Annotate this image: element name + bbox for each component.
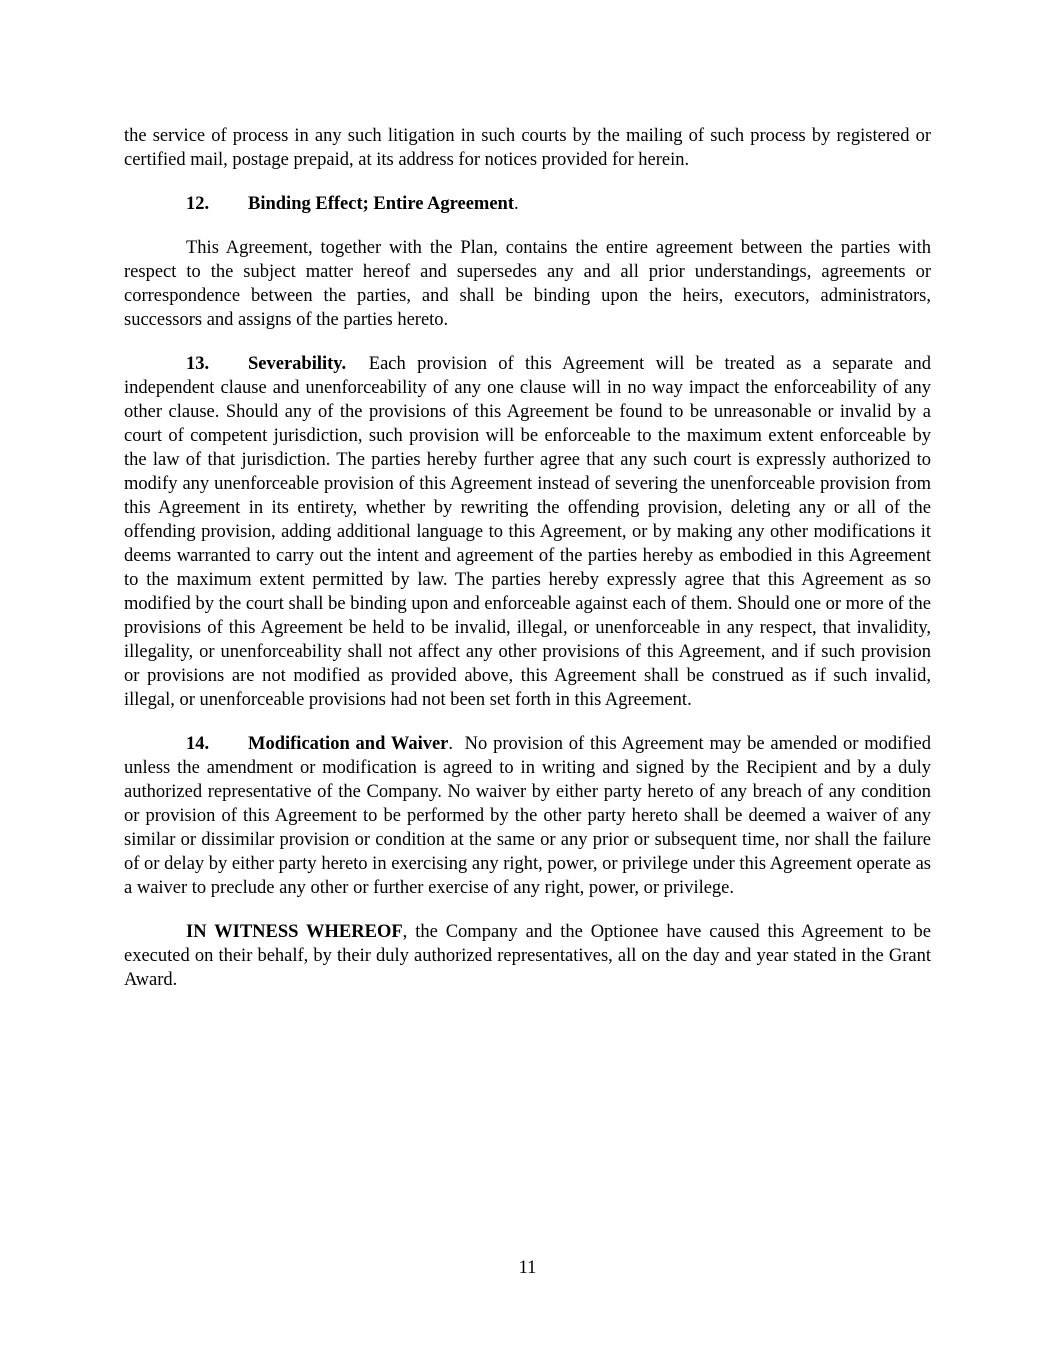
section-14-title: Modification and Waiver bbox=[248, 734, 449, 754]
section-12-number: 12. bbox=[186, 194, 210, 214]
section-14-number: 14. bbox=[186, 734, 210, 754]
section-12-title-suffix: . bbox=[514, 194, 519, 214]
page-number: 11 bbox=[518, 1258, 537, 1278]
continuation-paragraph: the service of process in any such litigation in such courts by the mailing of such process by registered or certified mail, postage prepaid, at its address for notices provided for herein. bbox=[124, 126, 931, 170]
section-13-number: 13. bbox=[186, 354, 210, 374]
document-page bbox=[124, 124, 936, 1012]
witness-lead: IN WITNESS WHEREOF bbox=[186, 922, 403, 942]
section-13-title: Severability. bbox=[248, 354, 347, 374]
witness-body: , the Company and the Optionee have caused this Agreement to be executed on their behalf, by their duly authorized representatives, all on the day and year stated in the Grant Award. bbox=[124, 922, 931, 990]
section-14-body: . No provision of this Agreement may be amended or modified unless the amendment or modification is agreed to in writing and signed by the Recipient and by a duly authorized representative of the Company. No waiver by either party hereto of any breach of any condition or provision of this Agreement to be performed by the other party hereto shall be deemed a waiver of any similar or dissimilar provision or condition at the same or any prior or subsequent time, nor shall the failure of or delay by either party hereto in exercising any right, power, or privilege under this Agreement operate as a waiver to preclude any other or further exercise of any right, power, or privilege. bbox=[124, 734, 936, 898]
section-13-body: Each provision of this Agreement will be treated as a separate and independent clause and unenforceability of any one clause will in no way impact the enforceability of any other clause. Should any of the provisions of this Agreement be found to be unreasonable or invalid by a court of competent jurisdiction, such provision will be enforceable to the maximum extent enforceable by the law of that jurisdiction. The parties hereby further agree that any such court is expressly authorized to modify any unenforceable provision of this Agreement instead of severing the unenforceable provision from this Agreement in its entirety, whether by rewriting the offending provision, deleting any or all of the offending provision, adding additional language to this Agreement, or by making any other modifications it deems warranted to carry out the intent and agreement of the parties hereby as embodied in this Agreement to the maximum extent permitted by law. The parties hereby expressly agree that this Agreement as so modified by the court shall be binding upon and enforceable against each of them. Should one or more of the provisions of this Agreement be held to be invalid, illegal, or unenforceable in any respect, that invalidity, illegality, or unenforceability shall not affect any other provisions of this Agreement, and if such provision or provisions are not modified as provided above, this Agreement shall be construed as if such invalid, illegal, or unenforceable provisions had not been set forth in this Agreement. bbox=[124, 354, 936, 710]
section-12-heading bbox=[124, 192, 931, 216]
witness-paragraph bbox=[124, 920, 931, 992]
section-12-title: Binding Effect; Entire Agreement bbox=[248, 194, 514, 214]
section-13-paragraph bbox=[124, 352, 936, 712]
section-14-paragraph bbox=[124, 732, 936, 900]
section-12-body: This Agreement, together with the Plan, contains the entire agreement between the parties with respect to the subject matter hereof and supersedes any and all prior understandings, agreements or correspondence between the parties, and shall be binding upon the heirs, executors, administrators, successors and assigns of the parties hereto. bbox=[124, 238, 931, 330]
